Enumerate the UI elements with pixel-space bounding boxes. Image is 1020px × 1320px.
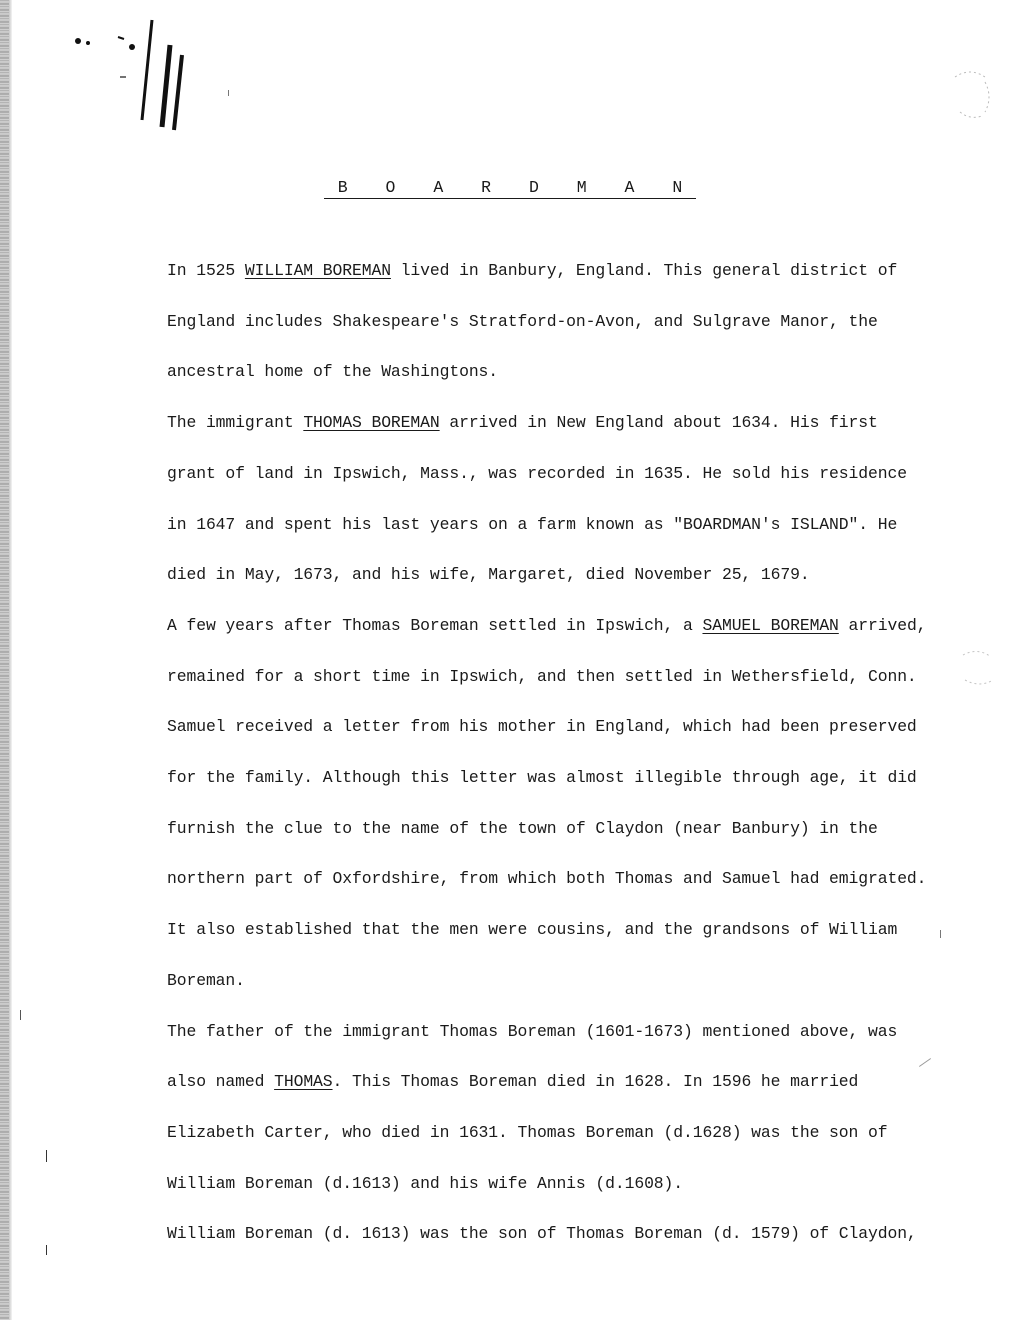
speck — [46, 1245, 47, 1255]
body-line — [167, 1057, 967, 1108]
body-line — [167, 449, 967, 500]
line-text: arrived in New England about 1634. His first — [439, 413, 878, 433]
line-text: remained for a short time in Ipswich, and then settled in Wethersfield, Conn. — [167, 666, 917, 686]
body-line — [167, 702, 967, 753]
line-text: The father of the immigrant Thomas Boreman (1601-1673) mentioned above, was — [167, 1021, 898, 1041]
body-line — [167, 1108, 967, 1159]
body-line — [167, 246, 967, 297]
body-line — [167, 1007, 967, 1058]
body-line — [167, 550, 967, 601]
line-text: ancestral home of the Washingtons. — [167, 362, 499, 382]
line-text: in 1647 and spent his last years on a farm known as "BOARDMAN's ISLAND". He — [167, 514, 898, 534]
underlined-name: SAMUEL BOREMAN — [702, 615, 839, 635]
body-line — [167, 601, 967, 652]
line-text: northern part of Oxfordshire, from which both Thomas and Samuel had emigrated. — [167, 869, 927, 889]
body-line — [167, 500, 967, 551]
underlined-name: THOMAS BOREMAN — [303, 413, 440, 433]
line-text: Samuel received a letter from his mother in England, which had been preserved — [167, 717, 917, 737]
speck — [20, 1010, 21, 1020]
handwritten-marks — [70, 15, 210, 135]
line-text: England includes Shakespeare's Stratford-on-Avon, and Sulgrave Manor, the — [167, 311, 878, 331]
speck — [46, 1150, 47, 1162]
line-text: . This Thomas Boreman died in 1628. In 1596 he married — [332, 1072, 859, 1092]
line-text: arrived, — [838, 615, 927, 635]
line-text: for the family. Although this letter was almost illegible through age, it did — [167, 768, 917, 788]
body-line — [167, 854, 967, 905]
line-text: died in May, 1673, and his wife, Margaret, died November 25, 1679. — [167, 565, 810, 585]
body-line — [167, 753, 967, 804]
body-line — [167, 905, 967, 956]
document-title-text: B O A R D M A N — [324, 178, 697, 199]
line-text: also named — [167, 1072, 275, 1092]
body-line — [167, 1209, 967, 1260]
line-text: A few years after Thomas Boreman settled in Ipswich, a — [167, 615, 703, 635]
body-line — [167, 804, 967, 855]
line-text: William Boreman (d.1613) and his wife Annis (d.1608). — [167, 1173, 684, 1193]
underlined-name: WILLIAM BOREMAN — [244, 261, 391, 280]
speck — [228, 90, 229, 96]
faint-stamp-mark — [945, 62, 1005, 132]
document-body — [167, 246, 967, 1260]
body-line — [167, 297, 967, 348]
line-text: In 1525 — [167, 261, 245, 280]
body-line — [167, 347, 967, 398]
line-text: lived in Banbury, England. This general district of — [390, 261, 898, 280]
underlined-name: THOMAS — [274, 1072, 333, 1092]
line-text: furnish the clue to the name of the town of Claydon (near Banbury) in the — [167, 818, 878, 838]
body-line — [167, 398, 967, 449]
body-line — [167, 1159, 967, 1210]
line-text: grant of land in Ipswich, Mass., was recorded in 1635. He sold his residence — [167, 463, 907, 483]
line-text: It also established that the men were cousins, and the grandsons of William — [167, 920, 898, 940]
document-title — [0, 178, 1020, 199]
line-text: William Boreman (d. 1613) was the son of Thomas Boreman (d. 1579) of Claydon, — [167, 1224, 917, 1244]
line-text: Elizabeth Carter, who died in 1631. Thomas Boreman (d.1628) was the son of — [167, 1122, 888, 1142]
line-text: Boreman. — [167, 970, 245, 990]
line-text: The immigrant — [167, 413, 304, 433]
body-line — [167, 652, 967, 703]
body-line — [167, 956, 967, 1007]
